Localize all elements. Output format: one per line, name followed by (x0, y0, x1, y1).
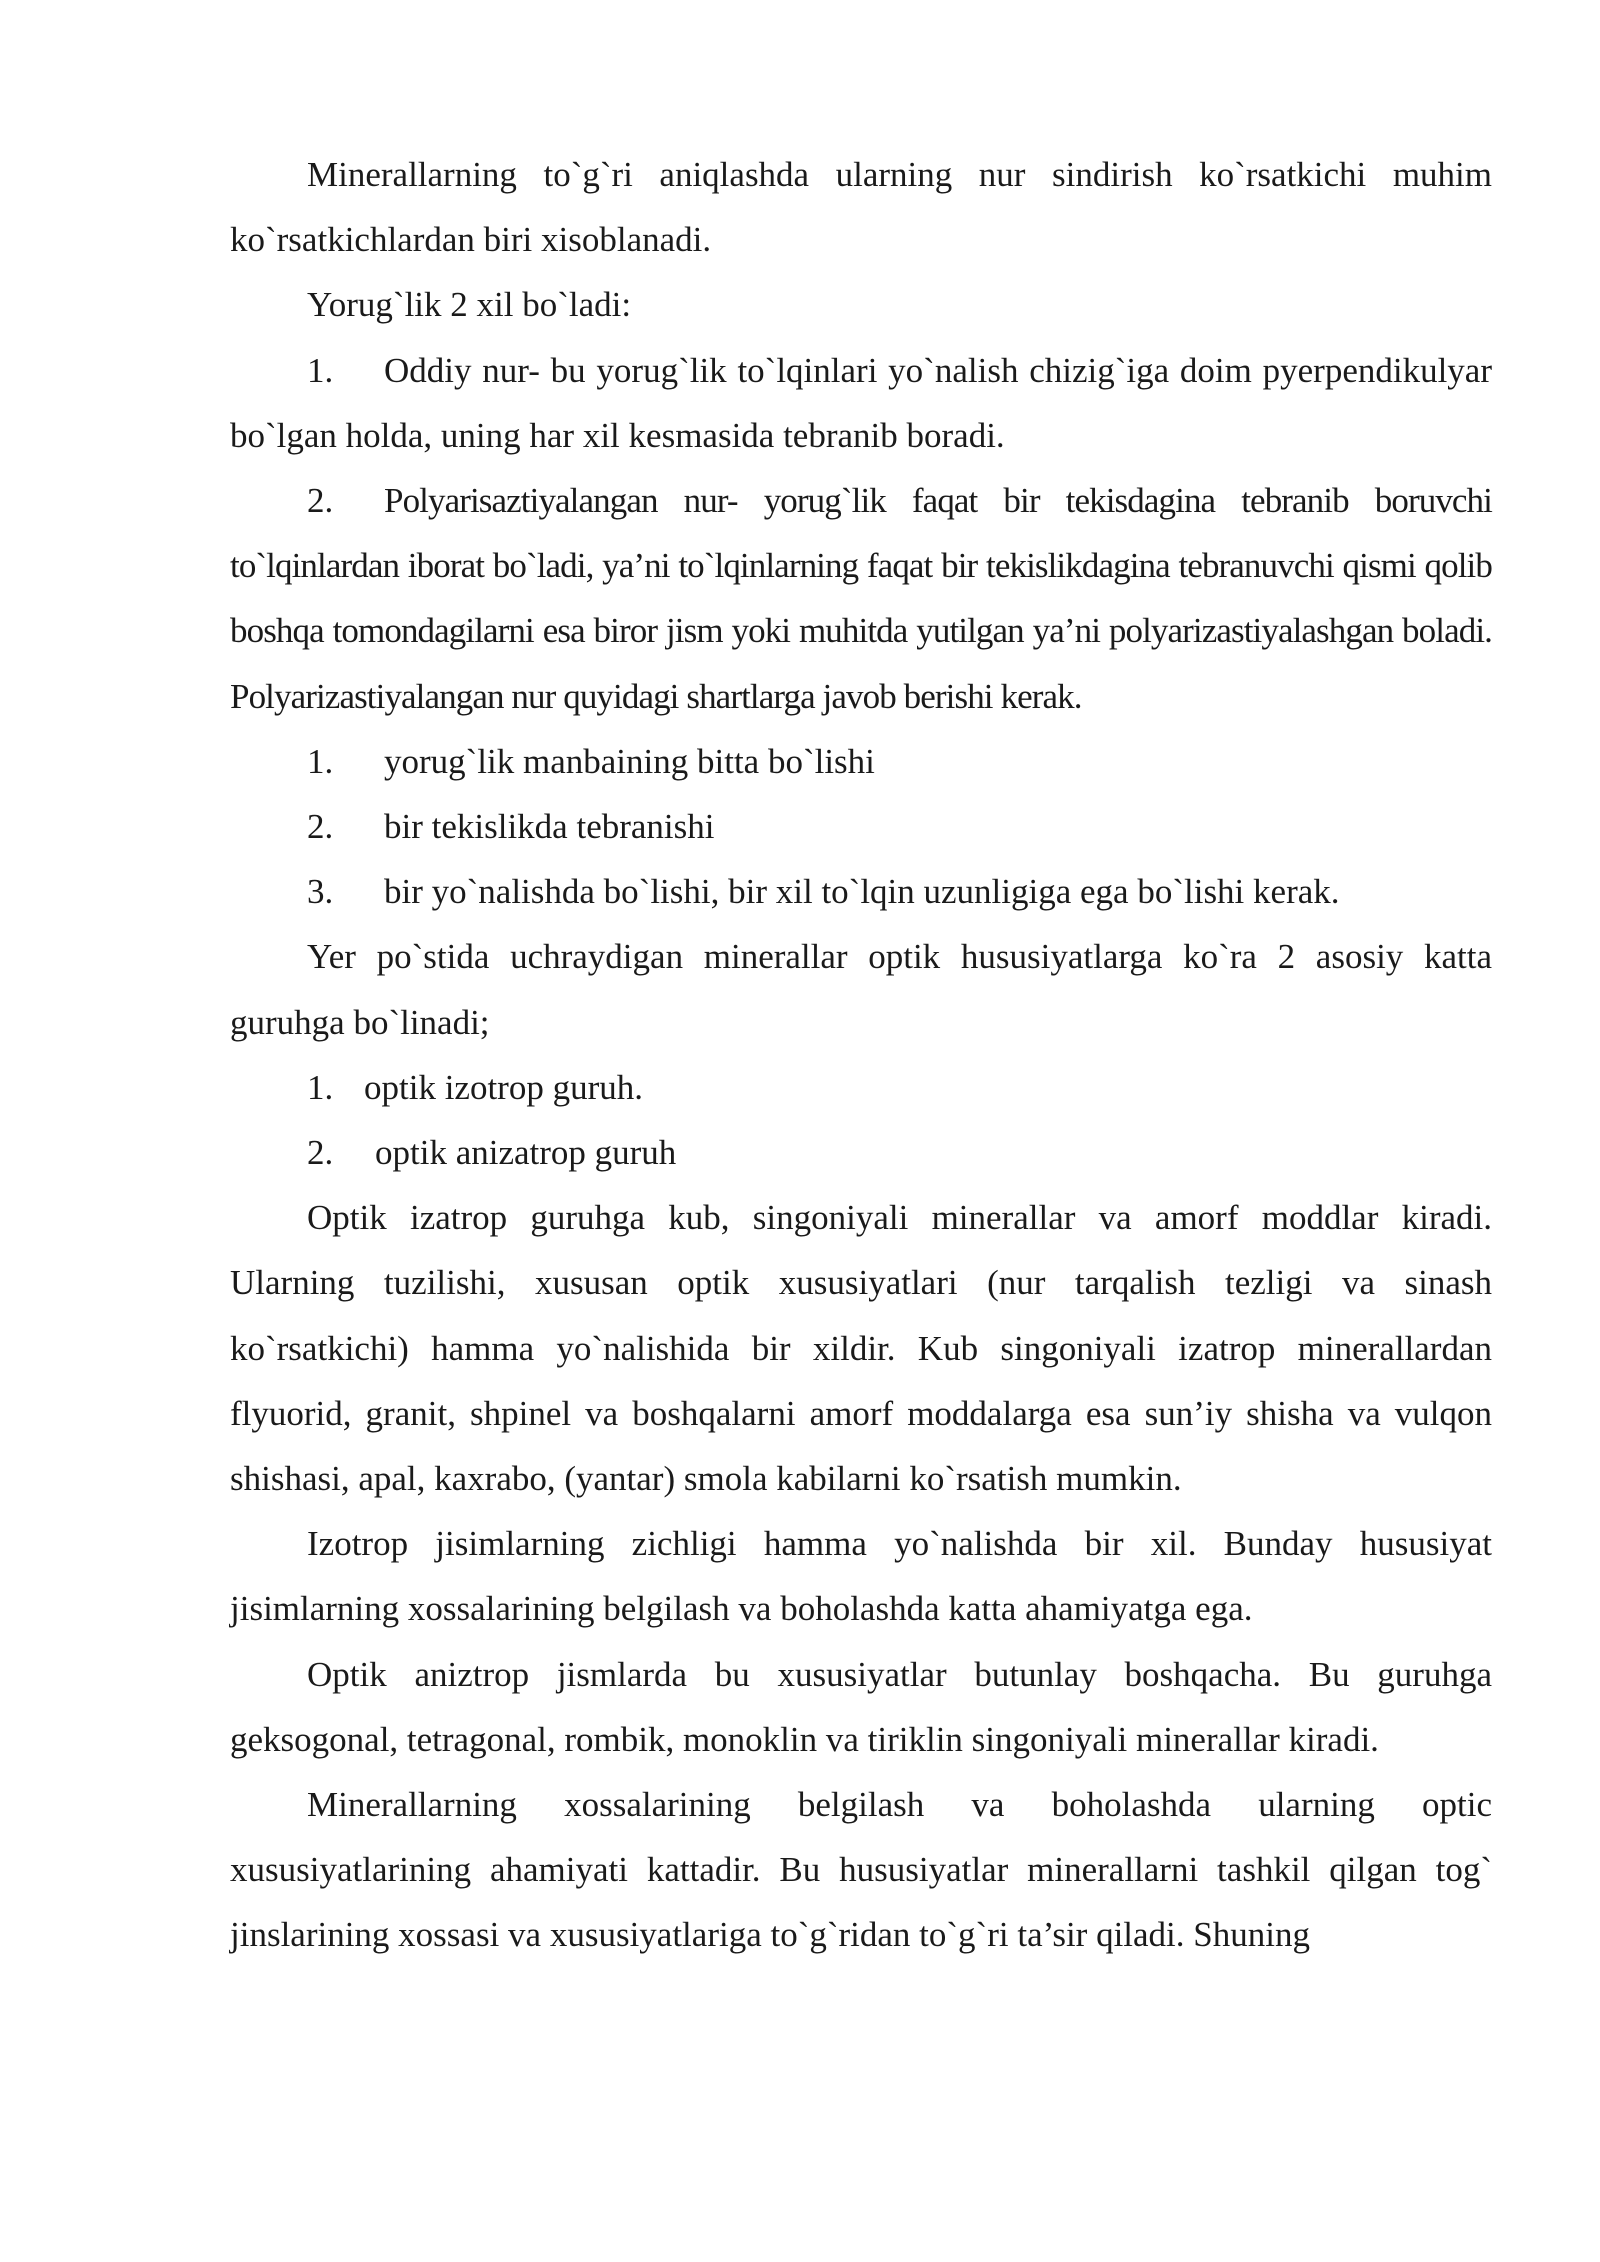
paragraph: Optik aniztrop jismlarda bu xususiyatlar butunlay boshqacha. Bu guruhga geksogonal, tetragonal, rombik, monoklin va tiriklin singoniyali minerallar kiradi. (230, 1654, 1492, 1759)
paragraph: Optik izatrop guruhga kub, singoniyali minerallar va amorf moddlar kiradi. Ularning tuzilishi, xususan optik xususiyatlari (nur tarqalish tezligi va sinash ko`rsatkichi) hamma yo`nalishida bir xildir. Kub singoniyali izatrop minerallardan flyuorid, granit, shpinel va boshqalarni amorf moddalarga esa sun’iy shisha va vulqon shishasi, apal, kaxrabo, (yantar) smola kabilarni ko`rsatish mumkin. (230, 1198, 1492, 1499)
paragraph: Yorug`lik 2 xil bo`ladi: (307, 285, 632, 325)
item-number: 3. (307, 872, 334, 912)
item-number: 2. (307, 481, 334, 521)
numbered-item (230, 338, 1492, 468)
item-text: Oddiy nur- bu yorug`lik to`lqinlari yo`nalish chizig`iga doim pyerpendikulyar bo`lgan holda, uning har xil kesmasida tebranib boradi. (230, 350, 1492, 455)
numbered-item (230, 859, 1492, 924)
item-number: 1. (307, 1067, 334, 1107)
item-text: bir tekislikda tebranishi (384, 807, 715, 847)
numbered-item (230, 729, 1492, 794)
numbered-item (230, 1120, 1492, 1185)
paragraph: Yer po`stida uchraydigan minerallar optik hususiyatlarga ko`ra 2 asosiy katta guruhga bo`linadi; (230, 937, 1492, 1042)
item-text: optik anizatrop guruh (375, 1133, 677, 1173)
item-number: 2. (307, 1133, 334, 1173)
item-text: Polyarisaztiyalangan nur- yorug`lik faqat bir tekisdagina tebranib boruvchi to`lqinlardan iborat bo`ladi, ya’ni to`lqinlarning faqat bir tekislikdagina tebranuvchi qismi qolib boshqa tomondagilarni esa biror jism yoki muhitda yutilgan ya’ni polyarizastiyalashgan boladi. Polyarizastiyalangan nur quyidagi shartlarga javob berishi kerak. (230, 481, 1492, 716)
numbered-item (230, 468, 1492, 729)
document-body (230, 142, 1492, 1968)
item-text: bir yo`nalishda bo`lishi, bir xil to`lqin uzunligiga ega bo`lishi kerak. (384, 872, 1340, 912)
item-text: optik izotrop guruh. (364, 1067, 643, 1107)
item-number: 1. (307, 350, 334, 390)
paragraph: Izotrop jisimlarning zichligi hamma yo`nalishda bir xil. Bunday hususiyat jisimlarning xossalarining belgilash va boholashda katta ahamiyatga ega. (230, 1524, 1492, 1629)
numbered-item (230, 794, 1492, 859)
paragraph: Minerallarning xossalarining belgilash va boholashda ularning optic xususiyatlarining ahamiyati kattadir. Bu hususiyatlar minerallarni tashkil qilgan tog` jinslarining xossasi va xususiyatlariga to`g`ridan to`g`ri ta’sir qiladi. Shuning (230, 1785, 1492, 1955)
item-number: 1. (307, 741, 334, 781)
numbered-item (230, 1055, 1492, 1120)
paragraph: Minerallarning to`g`ri aniqlashda ularning nur sindirish ko`rsatkichi muhim ko`rsatkichlardan biri xisoblanadi. (230, 155, 1492, 260)
item-text: yorug`lik manbaining bitta bo`lishi (384, 741, 875, 781)
item-number: 2. (307, 807, 334, 847)
